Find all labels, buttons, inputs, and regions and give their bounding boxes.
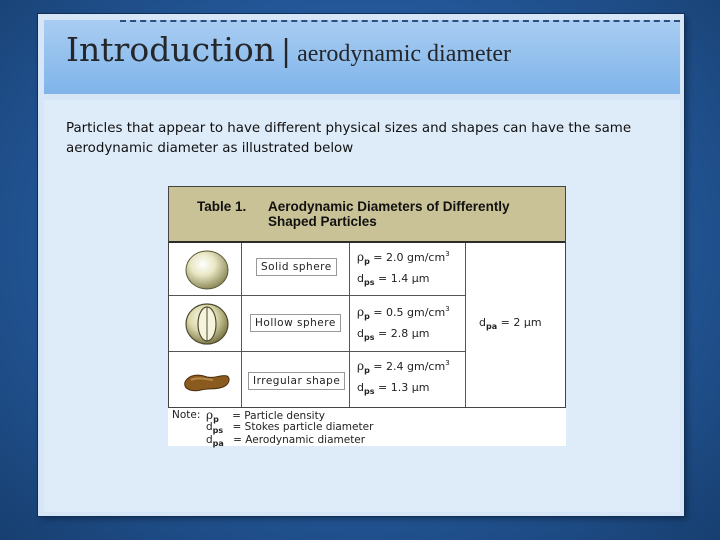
solid-sphere-icon	[169, 243, 241, 295]
intro-paragraph: Particles that appear to have different physical sizes and shapes can have the same aerodynamic diameter as illustrated below	[66, 121, 632, 156]
density-value: $\rho_p = 0.5$ $gm/cm^3$	[357, 305, 450, 321]
table-figure	[168, 186, 566, 446]
note-stokes-diameter: $d_{ps}$ = Stokes particle diameter	[206, 421, 374, 435]
decorative-dashed-line	[120, 20, 680, 22]
column-divider	[349, 243, 350, 407]
table-row	[169, 352, 241, 408]
density-value: $\rho_p = 2.0$ $gm/cm^3$	[357, 250, 450, 266]
stokes-diameter-value: $d_{ps} = 2.8$ μm	[357, 327, 430, 342]
note-label: Note:	[172, 409, 201, 421]
column-divider	[241, 243, 242, 407]
table-row	[169, 296, 241, 352]
slide-title	[66, 30, 511, 69]
column-divider	[465, 243, 466, 407]
note-aerodynamic-diameter: $d_{pa}$ = Aerodynamic diameter	[206, 434, 366, 448]
title-main: Introduction	[66, 30, 275, 69]
title-separator: |	[281, 34, 292, 69]
shape-name: Hollow sphere	[250, 314, 341, 332]
irregular-particle-icon	[169, 352, 241, 406]
hollow-sphere-icon	[169, 296, 241, 352]
table-label: Table 1.	[197, 199, 247, 214]
table-caption: Aerodynamic Diameters of Differently Shaped Particles	[268, 199, 510, 229]
table-header	[169, 187, 565, 243]
title-subtitle: aerodynamic diameter	[297, 41, 511, 67]
stokes-diameter-value: $d_{ps} = 1.4$ μm	[357, 272, 430, 287]
stokes-diameter-value: $d_{ps} = 1.3$ μm	[357, 381, 430, 396]
table-row	[169, 243, 241, 299]
shape-name: Solid sphere	[256, 258, 337, 276]
density-value: $\rho_p = 2.4$ $gm/cm^3$	[357, 359, 450, 375]
aerodynamic-diameter-value: $d_{pa} = 2$ μm	[479, 316, 542, 331]
shape-name: Irregular shape	[248, 372, 345, 390]
note-density: $\rho_p$ = Particle density	[206, 408, 325, 424]
